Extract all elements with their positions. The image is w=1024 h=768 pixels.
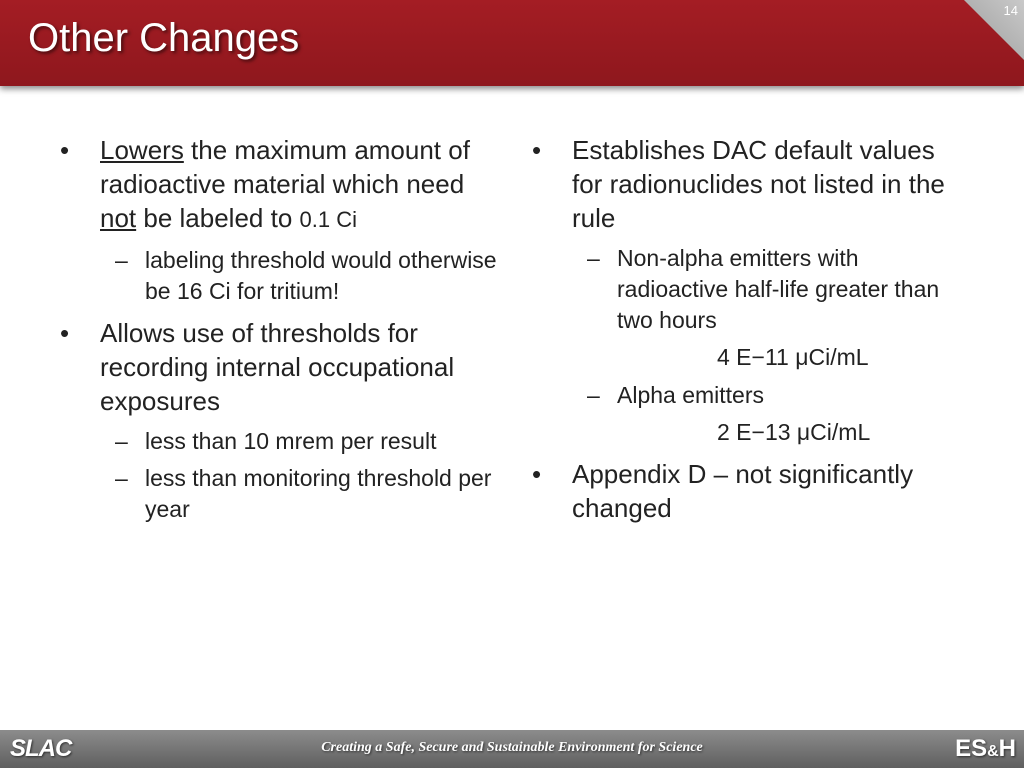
- esh-logo: [955, 735, 1016, 763]
- bullet-text: 0.1 Ci: [299, 207, 357, 232]
- right-bullet-list: [532, 133, 972, 525]
- dash-marker: –: [115, 428, 128, 454]
- esh-logo-es: ES: [955, 735, 988, 762]
- sub-list-item: [100, 245, 500, 307]
- bullet-text: Allows use of thresholds for recording internal occupational exposures: [100, 318, 455, 416]
- bullet-text: Establishes DAC default values for radionuclides not listed in the rule: [572, 135, 945, 233]
- dac-value-non-alpha: 4 E−11 μCi/mL: [717, 344, 869, 370]
- dash-marker: –: [587, 382, 600, 408]
- footer-tagline: Creating a Safe, Secure and Sustainable Environment for Science: [321, 740, 703, 755]
- sub-bullet-text: Non-alpha emitters with radioactive half-life greater than two hours: [617, 245, 940, 333]
- sub-list-item: [572, 380, 972, 411]
- sub-bullet-text: Alpha emitters: [617, 382, 765, 408]
- list-item: [60, 133, 500, 307]
- bullet-text: the maximum amount of radioactive material which need: [100, 135, 470, 199]
- footer-bar: [0, 730, 1024, 768]
- title-bar: [0, 0, 1024, 86]
- slac-logo: SLAC: [10, 735, 72, 762]
- sub-list-item: [572, 243, 972, 336]
- underlined-text: not: [100, 203, 137, 233]
- dash-marker: –: [115, 247, 128, 273]
- bullet-text: be labeled to: [136, 203, 300, 233]
- list-item: [60, 316, 500, 525]
- dac-value-alpha: 2 E−13 μCi/mL: [717, 419, 871, 445]
- esh-logo-h: H: [998, 735, 1016, 762]
- dash-marker: –: [115, 465, 128, 491]
- sub-bullet-list: [572, 243, 972, 336]
- bullet-text: Appendix D – not significantly changed: [572, 459, 914, 523]
- sub-bullet-list: [100, 245, 500, 307]
- sub-list-item: [100, 426, 500, 457]
- left-column: [60, 133, 500, 534]
- sub-bullet-text: labeling threshold would otherwise be 16 Ci for tritium!: [145, 247, 497, 304]
- right-column: [532, 133, 972, 534]
- slide-title: Other Changes: [28, 16, 300, 60]
- slide-number: 14: [1003, 3, 1018, 18]
- esh-logo-amp: &: [987, 743, 999, 760]
- sub-bullet-list: [572, 380, 972, 411]
- list-item: [532, 133, 972, 448]
- dash-marker: –: [587, 245, 600, 271]
- underlined-text: Lowers: [100, 135, 184, 165]
- bullet-marker: •: [532, 135, 542, 165]
- left-bullet-list: [60, 133, 500, 525]
- bullet-marker: •: [60, 135, 70, 165]
- list-item: [532, 457, 972, 525]
- bullet-marker: •: [532, 459, 542, 489]
- sub-bullet-text: less than monitoring threshold per year: [145, 465, 492, 522]
- bullet-marker: •: [60, 318, 70, 348]
- sub-bullet-list: [100, 426, 500, 525]
- sub-bullet-text: less than 10 mrem per result: [145, 428, 437, 454]
- sub-list-item: [100, 463, 500, 525]
